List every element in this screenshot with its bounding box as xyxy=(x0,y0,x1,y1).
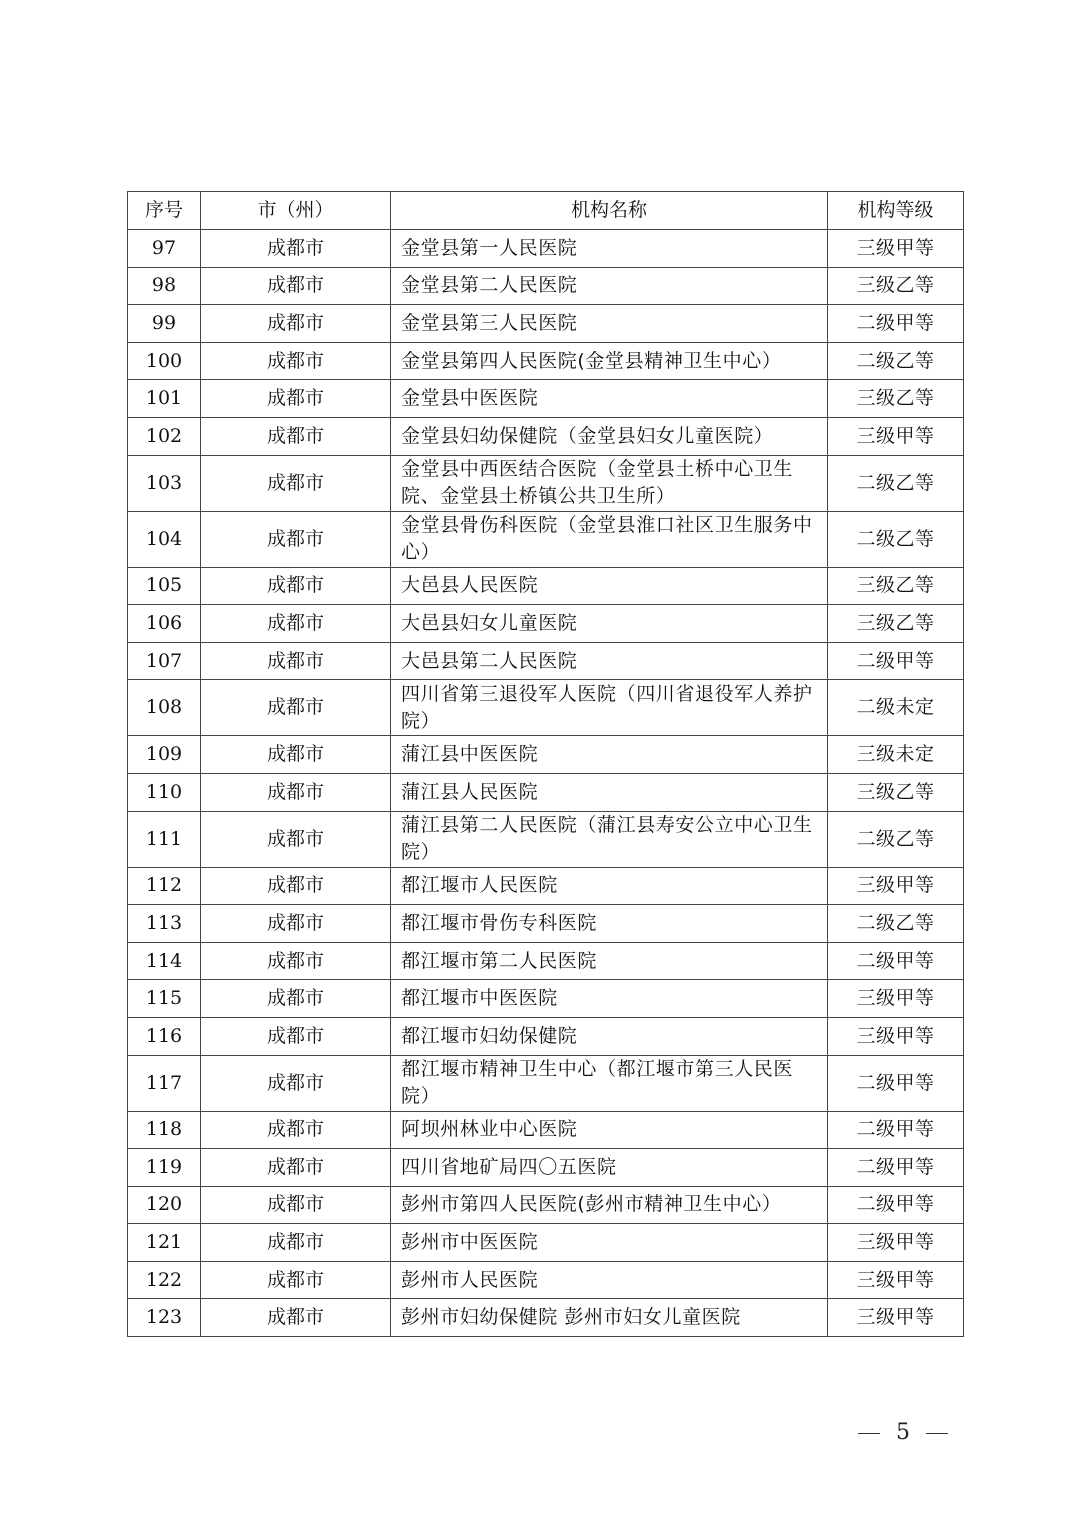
cell-name: 金堂县妇幼保健院（金堂县妇女儿童医院） xyxy=(391,417,828,455)
cell-seq: 98 xyxy=(128,267,201,305)
header-name: 机构名称 xyxy=(391,192,828,230)
table-row xyxy=(128,773,964,811)
cell-city: 成都市 xyxy=(201,417,391,455)
cell-name: 金堂县第二人民医院 xyxy=(391,267,828,305)
cell-name: 蒲江县中医医院 xyxy=(391,736,828,774)
cell-seq: 99 xyxy=(128,305,201,343)
cell-seq: 118 xyxy=(128,1111,201,1149)
cell-level: 二级乙等 xyxy=(828,811,964,867)
cell-name: 蒲江县人民医院 xyxy=(391,773,828,811)
cell-name: 金堂县第一人民医院 xyxy=(391,230,828,268)
table-row xyxy=(128,455,964,511)
page-number: 5 xyxy=(896,1420,910,1445)
cell-level: 三级甲等 xyxy=(828,1224,964,1262)
cell-level: 二级甲等 xyxy=(828,942,964,980)
table-row xyxy=(128,1224,964,1262)
cell-city: 成都市 xyxy=(201,455,391,511)
cell-city: 成都市 xyxy=(201,511,391,567)
cell-name: 彭州市人民医院 xyxy=(391,1261,828,1299)
dash-left xyxy=(858,1433,880,1434)
cell-seq: 110 xyxy=(128,773,201,811)
cell-seq: 114 xyxy=(128,942,201,980)
cell-name: 金堂县中医医院 xyxy=(391,380,828,418)
header-city: 市（州） xyxy=(201,192,391,230)
cell-level: 二级乙等 xyxy=(828,342,964,380)
cell-city: 成都市 xyxy=(201,1055,391,1111)
cell-level: 三级乙等 xyxy=(828,380,964,418)
cell-level: 二级乙等 xyxy=(828,455,964,511)
table-row xyxy=(128,1186,964,1224)
cell-level: 二级乙等 xyxy=(828,905,964,943)
cell-seq: 119 xyxy=(128,1149,201,1187)
table-row xyxy=(128,736,964,774)
hospital-list-table xyxy=(127,191,964,1337)
cell-city: 成都市 xyxy=(201,1149,391,1187)
cell-seq: 102 xyxy=(128,417,201,455)
cell-seq: 111 xyxy=(128,811,201,867)
cell-seq: 120 xyxy=(128,1186,201,1224)
cell-level: 三级甲等 xyxy=(828,1261,964,1299)
cell-level: 三级乙等 xyxy=(828,605,964,643)
table-row xyxy=(128,1055,964,1111)
cell-level: 三级甲等 xyxy=(828,1299,964,1337)
cell-city: 成都市 xyxy=(201,380,391,418)
table-row xyxy=(128,567,964,605)
cell-name: 金堂县第四人民医院(金堂县精神卫生中心） xyxy=(391,342,828,380)
cell-name: 大邑县妇女儿童医院 xyxy=(391,605,828,643)
cell-level: 三级甲等 xyxy=(828,230,964,268)
table-row xyxy=(128,267,964,305)
cell-city: 成都市 xyxy=(201,1017,391,1055)
table-row xyxy=(128,380,964,418)
cell-level: 三级未定 xyxy=(828,736,964,774)
cell-seq: 105 xyxy=(128,567,201,605)
header-level: 机构等级 xyxy=(828,192,964,230)
cell-name: 大邑县人民医院 xyxy=(391,567,828,605)
cell-level: 二级甲等 xyxy=(828,1055,964,1111)
cell-name: 都江堰市人民医院 xyxy=(391,867,828,905)
cell-city: 成都市 xyxy=(201,567,391,605)
cell-city: 成都市 xyxy=(201,867,391,905)
table-row xyxy=(128,1111,964,1149)
table-row xyxy=(128,417,964,455)
cell-city: 成都市 xyxy=(201,605,391,643)
table-row xyxy=(128,680,964,736)
table-row xyxy=(128,511,964,567)
cell-city: 成都市 xyxy=(201,1186,391,1224)
cell-city: 成都市 xyxy=(201,811,391,867)
cell-seq: 97 xyxy=(128,230,201,268)
cell-name: 蒲江县第二人民医院（蒲江县寿安公立中心卫生院） xyxy=(391,811,828,867)
cell-name: 金堂县中西医结合医院（金堂县土桥中心卫生院、金堂县土桥镇公共卫生所） xyxy=(391,455,828,511)
cell-level: 二级乙等 xyxy=(828,511,964,567)
table-row xyxy=(128,867,964,905)
cell-name: 金堂县第三人民医院 xyxy=(391,305,828,343)
cell-seq: 123 xyxy=(128,1299,201,1337)
cell-level: 三级甲等 xyxy=(828,417,964,455)
table-row xyxy=(128,342,964,380)
header-seq: 序号 xyxy=(128,192,201,230)
cell-seq: 107 xyxy=(128,642,201,680)
cell-level: 三级甲等 xyxy=(828,1017,964,1055)
table-row xyxy=(128,1017,964,1055)
cell-city: 成都市 xyxy=(201,905,391,943)
cell-city: 成都市 xyxy=(201,1299,391,1337)
cell-seq: 115 xyxy=(128,980,201,1018)
cell-seq: 104 xyxy=(128,511,201,567)
cell-city: 成都市 xyxy=(201,642,391,680)
cell-seq: 100 xyxy=(128,342,201,380)
cell-level: 二级甲等 xyxy=(828,305,964,343)
cell-seq: 121 xyxy=(128,1224,201,1262)
cell-name: 彭州市第四人民医院(彭州市精神卫生中心） xyxy=(391,1186,828,1224)
cell-name: 都江堰市妇幼保健院 xyxy=(391,1017,828,1055)
cell-seq: 106 xyxy=(128,605,201,643)
cell-level: 三级乙等 xyxy=(828,773,964,811)
table-row xyxy=(128,811,964,867)
cell-city: 成都市 xyxy=(201,1111,391,1149)
cell-level: 三级乙等 xyxy=(828,267,964,305)
table-row xyxy=(128,905,964,943)
table-row xyxy=(128,642,964,680)
cell-name: 金堂县骨伤科医院（金堂县淮口社区卫生服务中心） xyxy=(391,511,828,567)
cell-level: 二级未定 xyxy=(828,680,964,736)
cell-seq: 116 xyxy=(128,1017,201,1055)
cell-name: 四川省第三退役军人医院（四川省退役军人养护院） xyxy=(391,680,828,736)
cell-seq: 101 xyxy=(128,380,201,418)
table-header-row xyxy=(128,192,964,230)
cell-city: 成都市 xyxy=(201,230,391,268)
cell-level: 二级甲等 xyxy=(828,642,964,680)
cell-seq: 117 xyxy=(128,1055,201,1111)
cell-city: 成都市 xyxy=(201,267,391,305)
cell-city: 成都市 xyxy=(201,305,391,343)
cell-seq: 122 xyxy=(128,1261,201,1299)
table-row xyxy=(128,1149,964,1187)
cell-city: 成都市 xyxy=(201,980,391,1018)
cell-city: 成都市 xyxy=(201,736,391,774)
cell-name: 大邑县第二人民医院 xyxy=(391,642,828,680)
cell-level: 三级甲等 xyxy=(828,980,964,1018)
cell-city: 成都市 xyxy=(201,1261,391,1299)
cell-seq: 103 xyxy=(128,455,201,511)
dash-right xyxy=(926,1433,948,1434)
cell-level: 二级甲等 xyxy=(828,1186,964,1224)
cell-level: 三级乙等 xyxy=(828,567,964,605)
cell-level: 二级甲等 xyxy=(828,1149,964,1187)
cell-city: 成都市 xyxy=(201,680,391,736)
cell-city: 成都市 xyxy=(201,342,391,380)
cell-name: 都江堰市精神卫生中心（都江堰市第三人民医院） xyxy=(391,1055,828,1111)
table-row xyxy=(128,942,964,980)
cell-name: 都江堰市中医医院 xyxy=(391,980,828,1018)
cell-seq: 108 xyxy=(128,680,201,736)
cell-level: 三级甲等 xyxy=(828,867,964,905)
cell-seq: 113 xyxy=(128,905,201,943)
table-row xyxy=(128,1299,964,1337)
cell-name: 阿坝州林业中心医院 xyxy=(391,1111,828,1149)
cell-name: 彭州市中医医院 xyxy=(391,1224,828,1262)
table-row xyxy=(128,980,964,1018)
cell-city: 成都市 xyxy=(201,773,391,811)
cell-city: 成都市 xyxy=(201,1224,391,1262)
page-footer xyxy=(858,1418,948,1448)
cell-name: 四川省地矿局四〇五医院 xyxy=(391,1149,828,1187)
table-row xyxy=(128,1261,964,1299)
cell-seq: 109 xyxy=(128,736,201,774)
cell-city: 成都市 xyxy=(201,942,391,980)
table-row xyxy=(128,230,964,268)
table-row xyxy=(128,605,964,643)
cell-name: 彭州市妇幼保健院 彭州市妇女儿童医院 xyxy=(391,1299,828,1337)
cell-name: 都江堰市第二人民医院 xyxy=(391,942,828,980)
table-row xyxy=(128,305,964,343)
cell-name: 都江堰市骨伤专科医院 xyxy=(391,905,828,943)
cell-seq: 112 xyxy=(128,867,201,905)
cell-level: 二级甲等 xyxy=(828,1111,964,1149)
